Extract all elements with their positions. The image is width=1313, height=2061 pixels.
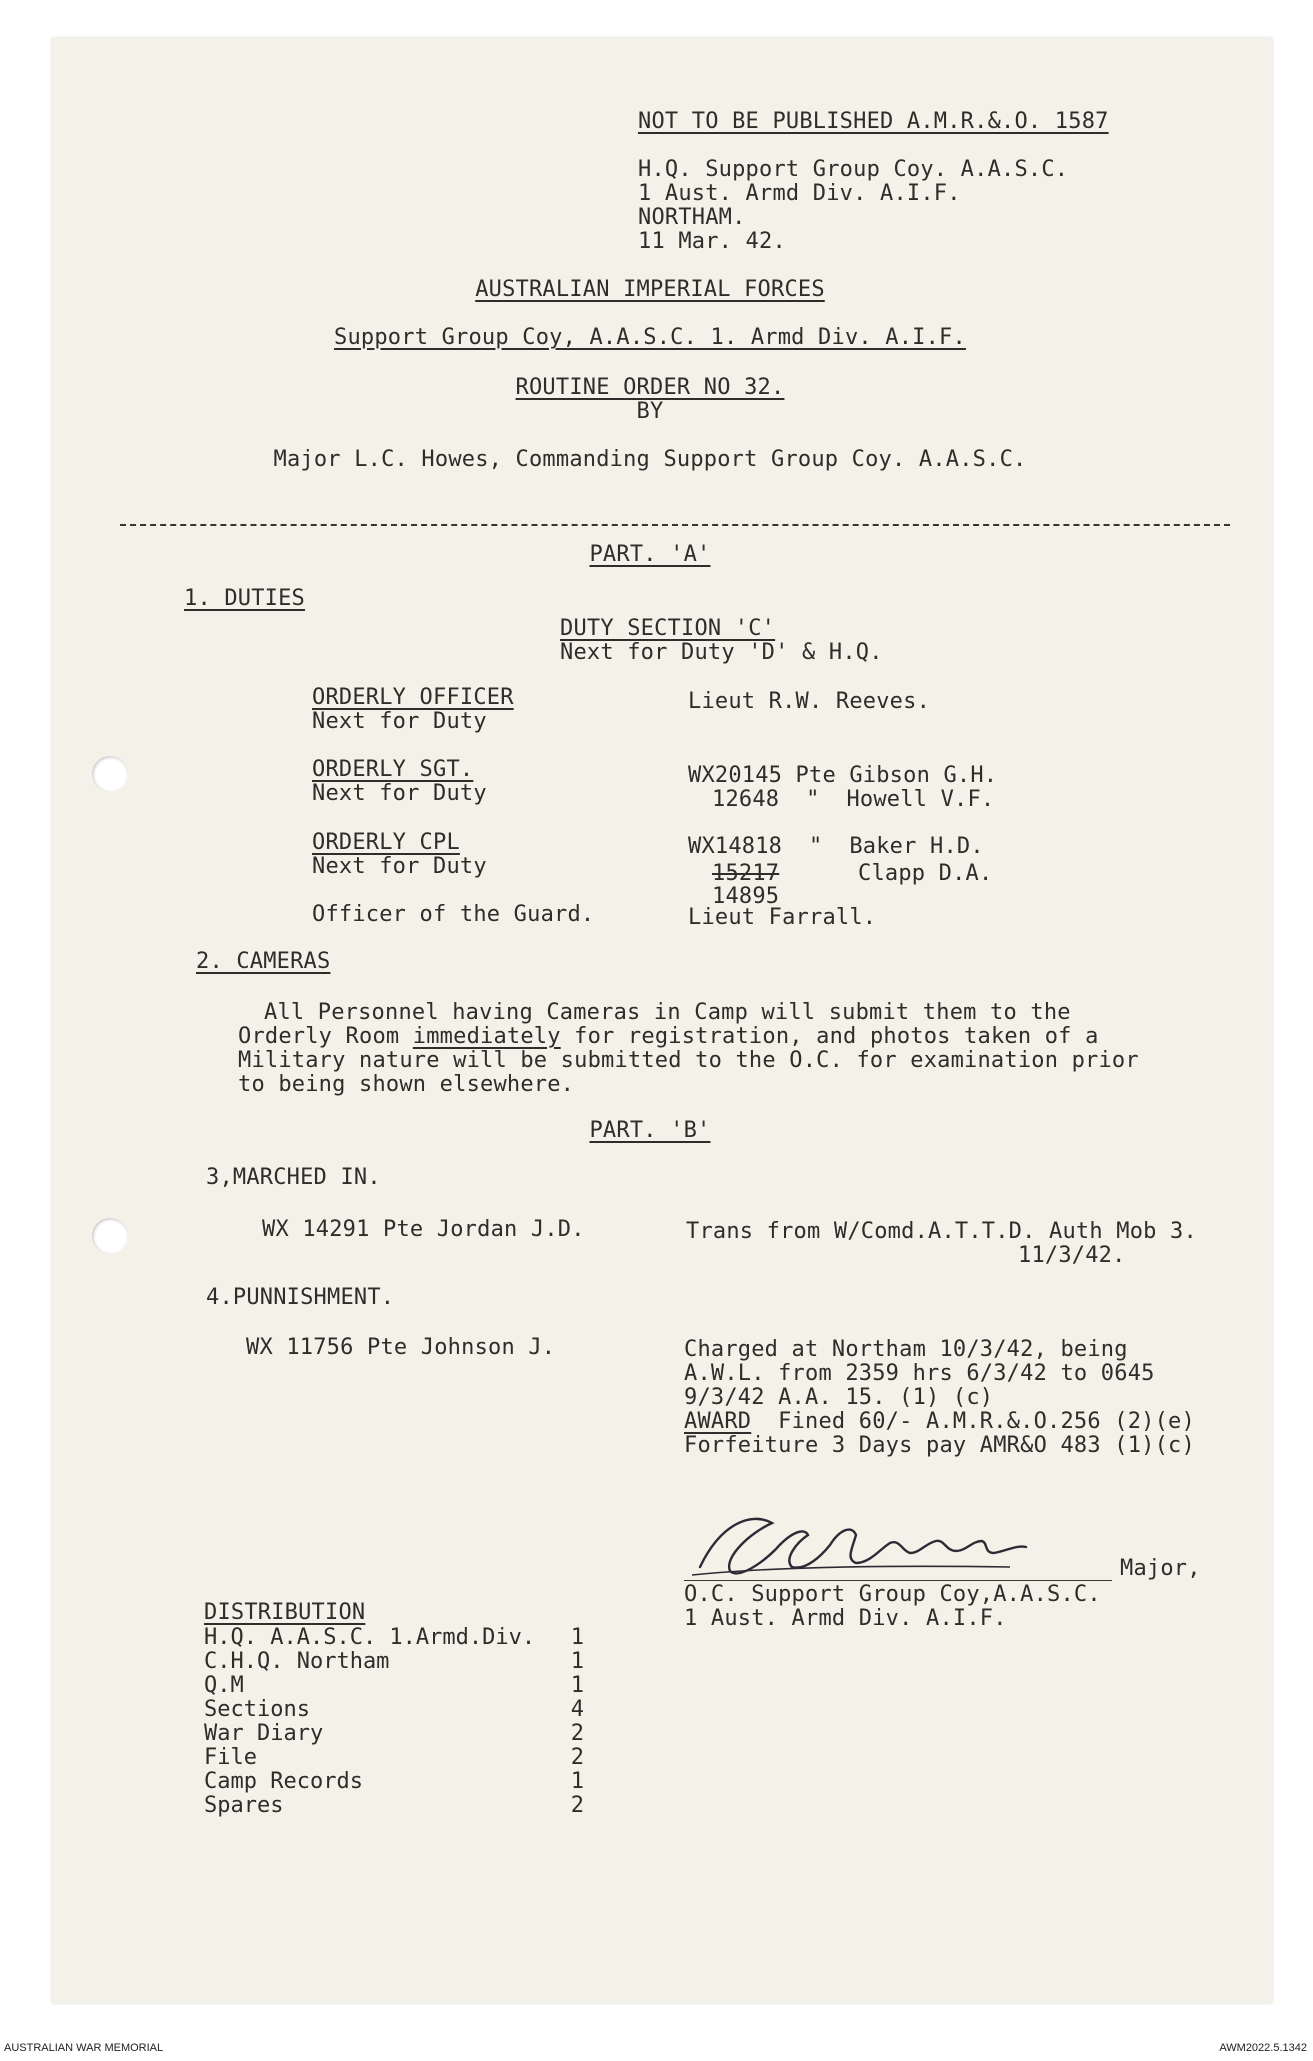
signatory-title: O.C. Support Group Coy,A.A.S.C.: [684, 1582, 1101, 1607]
footer-credit: AUSTRALIAN WAR MEMORIAL: [4, 2042, 164, 2054]
distribution-name: Spares: [204, 1793, 284, 1818]
punishment-detail: Charged at Northam 10/3/42, being: [684, 1337, 1128, 1362]
document-title: AUSTRALIAN IMPERIAL FORCES: [475, 277, 825, 302]
award-label: AWARD: [684, 1409, 752, 1434]
cameras-text-line: to being shown elsewhere.: [238, 1072, 575, 1097]
cameras-heading-text: 2. CAMERAS: [196, 949, 331, 974]
address-line: NORTHAM.: [638, 205, 746, 230]
emphasis-immediately: immediately: [412, 1024, 561, 1049]
cameras-text-part: Orderly Room: [238, 1024, 413, 1049]
distribution-qty: 2: [570, 1793, 584, 1818]
commanding-officer-line: Major L.C. Howes, Commanding Support Group Coy. A.A.S.C.: [273, 447, 1027, 472]
by-line: BY: [636, 399, 664, 424]
distribution-qty: 1: [570, 1673, 584, 1698]
distribution-qty: 1: [570, 1769, 584, 1794]
orderly-sgt-value: WX20145 Pte Gibson G.H.: [688, 763, 998, 788]
marched-in-date: 11/3/42.: [1018, 1243, 1126, 1268]
next-for-duty-label: Next for Duty: [312, 709, 487, 734]
part-b-heading: PART. 'B': [589, 1118, 711, 1143]
distribution-name: C.H.Q. Northam: [204, 1649, 390, 1674]
orderly-cpl-next-value: Clapp D.A.: [858, 861, 993, 886]
punishment-heading: 4.PUNNISHMENT.: [206, 1285, 395, 1310]
punishment-person: WX 11756 Pte Johnson J.: [246, 1335, 556, 1360]
part-a-heading: PART. 'A': [589, 542, 711, 567]
punch-hole: [92, 1218, 128, 1254]
orderly-officer-value: Lieut R.W. Reeves.: [688, 689, 931, 714]
signatory-unit: 1 Aust. Armd Div. A.I.F.: [684, 1606, 1007, 1631]
footer-accession-number: AWM2022.5.1342: [1219, 2042, 1307, 2054]
orderly-sgt-next-value: 12648 " Howell V.F.: [712, 787, 995, 812]
punishment-detail: 9/3/42 A.A. 15. (1) (c): [684, 1385, 994, 1410]
address-line: H.Q. Support Group Coy. A.A.S.C.: [638, 157, 1069, 182]
distribution-heading: DISTRIBUTION: [204, 1600, 366, 1625]
guard-label: Officer of the Guard.: [312, 902, 595, 927]
marched-in-person: WX 14291 Pte Jordan J.D.: [262, 1217, 585, 1242]
next-for-duty-label: Next for Duty: [312, 854, 487, 879]
orderly-officer-label: ORDERLY OFFICER: [312, 685, 514, 710]
award-text: Fined 60/- A.M.R.&.O.256 (2)(e): [751, 1409, 1195, 1434]
distribution-qty: 1: [570, 1649, 584, 1674]
duty-section: DUTY SECTION 'C': [560, 616, 776, 641]
publish-notice: NOT TO BE PUBLISHED A.M.R.&.O. 1587: [638, 109, 1109, 134]
distribution-name: Sections: [204, 1697, 310, 1722]
award-line: [684, 1410, 1195, 1434]
section-divider: [120, 524, 1230, 526]
cameras-text-line: [238, 1025, 1099, 1049]
cameras-text-line: All Personnel having Cameras in Camp will submit them to the: [264, 1000, 1071, 1025]
orderly-cpl-value: WX14818 " Baker H.D.: [688, 834, 984, 859]
corrected-number: 14895: [712, 884, 780, 909]
signatory-rank: Major,: [1120, 1556, 1201, 1581]
next-for-duty-label: Next for Duty: [312, 781, 487, 806]
handwritten-signature: [680, 1505, 1120, 1585]
cameras-text-line: Military nature will be submitted to the O.C. for examination prior: [238, 1048, 1139, 1073]
distribution-qty: 4: [570, 1697, 584, 1722]
punishment-detail: Forfeiture 3 Days pay AMR&O 483 (1)(c): [684, 1433, 1195, 1458]
cameras-text-part: for registration, and photos taken of a: [560, 1024, 1099, 1049]
orderly-sgt-label: ORDERLY SGT.: [312, 757, 474, 782]
address-line: 1 Aust. Armd Div. A.I.F.: [638, 181, 961, 206]
orderly-cpl-label: ORDERLY CPL: [312, 830, 460, 855]
distribution-qty: 2: [570, 1745, 584, 1770]
distribution-qty: 1: [570, 1625, 584, 1650]
distribution-name: Camp Records: [204, 1769, 363, 1794]
guard-value: Lieut Farrall.: [688, 905, 877, 930]
distribution-name: Q.M: [204, 1673, 244, 1698]
routine-order-title: ROUTINE ORDER NO 32.: [515, 375, 785, 400]
cameras-heading: [196, 950, 330, 974]
distribution-name: War Diary: [204, 1721, 324, 1746]
unit-name: Support Group Coy, A.A.S.C. 1. Armd Div. A.I.F.: [334, 325, 966, 350]
document-date: 11 Mar. 42.: [638, 229, 786, 254]
duties-heading: 1. DUTIES: [184, 586, 306, 611]
distribution-name: File: [204, 1745, 257, 1770]
punch-hole: [92, 756, 128, 792]
distribution-name: H.Q. A.A.S.C. 1.Armd.Div.: [204, 1625, 536, 1650]
signature-line: [684, 1580, 1112, 1581]
next-for-duty: Next for Duty 'D' & H.Q.: [560, 640, 883, 665]
distribution-qty: 2: [570, 1721, 584, 1746]
marched-in-detail: Trans from W/Comd.A.T.T.D. Auth Mob 3.: [686, 1219, 1197, 1244]
punishment-detail: A.W.L. from 2359 hrs 6/3/42 to 0645: [684, 1361, 1155, 1386]
struck-number: 15217: [712, 861, 780, 886]
marched-in-heading: 3,MARCHED IN.: [206, 1165, 381, 1190]
